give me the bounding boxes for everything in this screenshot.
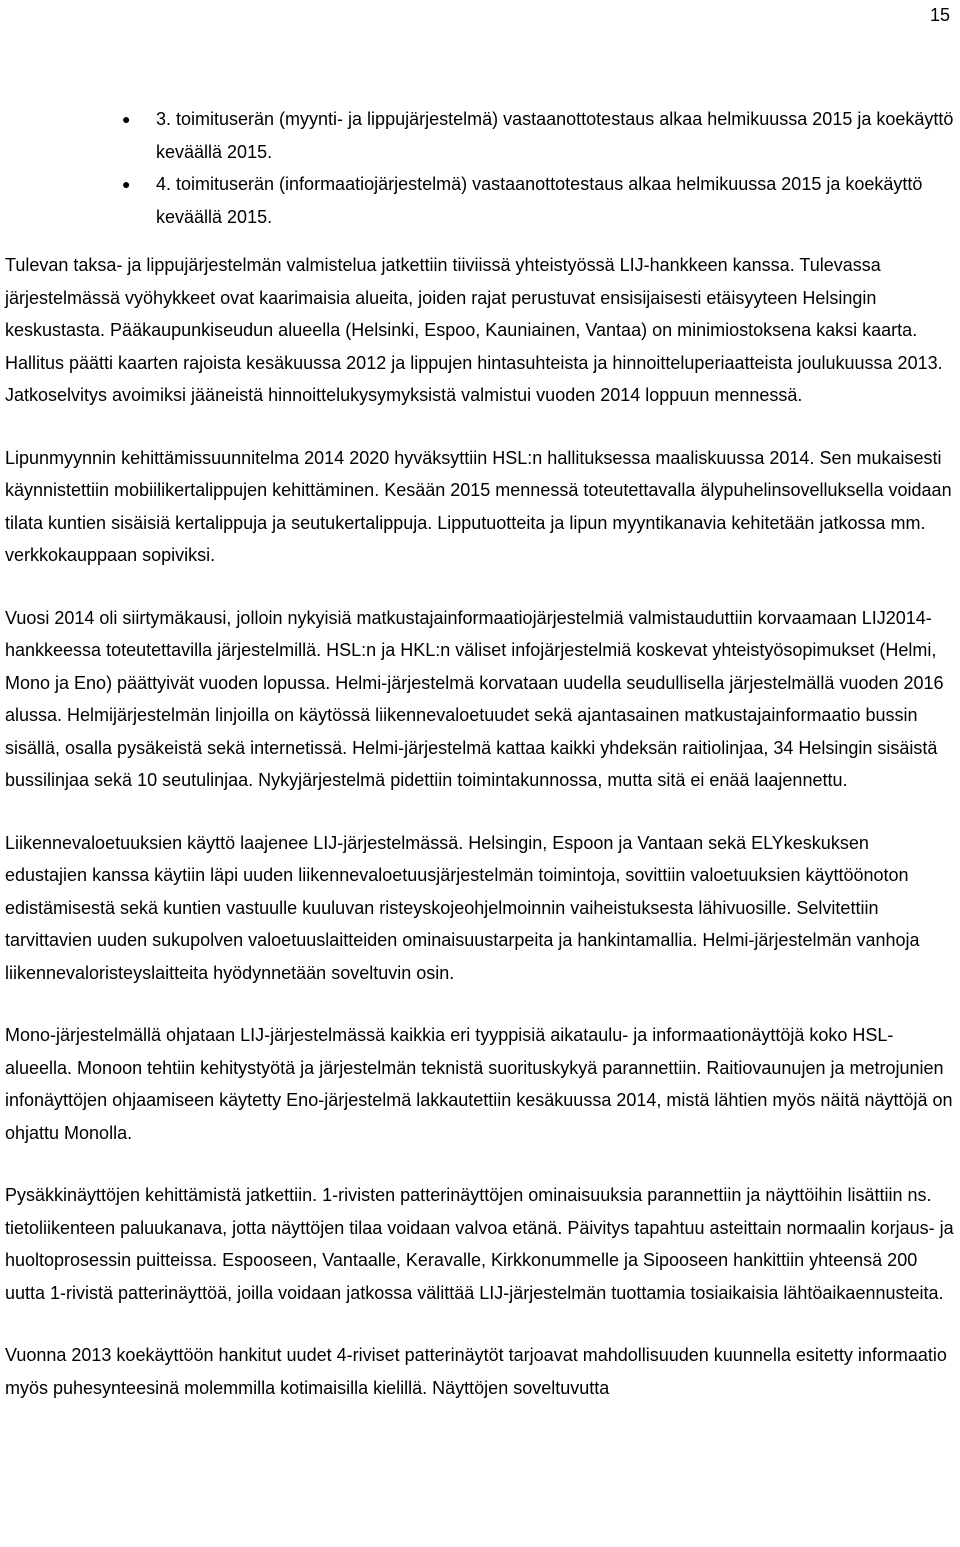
list-item-text: 3. toimituserän (myynti- ja lippujärjestelmä) vastaanottotestaus alkaa helmikuussa 2015 ja koekäyttö keväällä 2015.	[156, 109, 954, 162]
document-body	[5, 103, 955, 1404]
bullet-list	[5, 103, 955, 233]
bullet-icon: ●	[122, 176, 131, 192]
bullet-icon: ●	[122, 111, 131, 127]
paragraph-ticket-sales-plan: Lipunmyynnin kehittämissuunnitelma 2014 2020 hyväksyttiin HSL:n hallituksessa maaliskuussa 2014. Sen mukaisesti käynnistettiin mobiilikertalippujen kehittäminen. Kesään 2015 mennessä toteutettavalla älypuhelinsovelluksella voidaan tilata kuntien sisäisiä kertalippuja ja seutukertalippuja. Lipputuotteita ja lipun myyntikanavia kehitetään jatkossa mm. verkkokauppaan sopiviksi.	[5, 447, 952, 565]
list-item	[122, 168, 955, 233]
paragraph-stop-displays: Pysäkkinäyttöjen kehittämistä jatkettiin. 1-rivisten patterinäyttöjen ominaisuuksia parannettiin ja näyttöihin lisättiin ns. tietoliikenteen paluukanava, jotta näyttöjen tilaa voidaan valvoa etänä. Päivitys tapahtuu asteittain normaalin korjaus- ja huoltoprosessin puitteissa. Espooseen, Vantaalle, Keravalle, Kirkkonummelle ja Sipooseen hankittiin yhteensä 200 uutta 1-rivistä patterinäyttöä, joilla voidaan jatkossa välittää LIJ-järjestelmän tuottamia tosiaikaisia lähtöaikaennusteita.	[5, 1185, 954, 1303]
paragraph-four-row-displays: Vuonna 2013 koekäyttöön hankitut uudet 4-riviset patterinäytöt tarjoavat mahdollisuuden kuunnella esitetty informaatio myös puhesynteesinä molemmilla kotimaisilla kielillä. Näyttöjen soveltuvutta	[5, 1345, 947, 1398]
paragraph-fare-system: Tulevan taksa- ja lippujärjestelmän valmistelua jatkettiin tiiviissä yhteistyössä LIJ-hankkeen kanssa. Tulevassa järjestelmässä vyöhykkeet ovat kaarimaisia alueita, joiden rajat perustuvat ensisijaisesti etäisyyteen Helsingin keskustasta. Pääkaupunkiseudun alueella (Helsinki, Espoo, Kauniainen, Vantaa) on minimiostoksena kaksi kaarta. Hallitus päätti kaarten rajoista kesäkuussa 2012 ja lippujen hintasuhteista ja hinnoitteluperiaatteista joulukuussa 2013. Jatkoselvitys avoimiksi jääneistä hinnoittelukysymyksistä valmistui vuoden 2014 loppuun mennessä.	[5, 255, 943, 405]
page-number: 15	[929, 5, 950, 25]
list-item	[122, 103, 955, 168]
list-item-text: 4. toimituserän (informaatiojärjestelmä) vastaanottotestaus alkaa helmikuussa 2015 ja koekäyttö keväällä 2015.	[156, 174, 923, 227]
paragraph-mono-system: Mono-järjestelmällä ohjataan LIJ-järjestelmässä kaikkia eri tyyppisiä aikataulu- ja informaationäyttöjä koko HSL-alueella. Monoon tehtiin kehitystyötä ja järjestelmän teknistä suorituskykyä parannettiin. Raitiovaunujen ja metrojunien infonäyttöjen ohjaamiseen käytetty Eno-järjestelmä lakkautettiin kesäkuussa 2014, mistä lähtien myös näitä näyttöjä on ohjattu Monolla.	[5, 1025, 953, 1143]
paragraph-information-systems: Vuosi 2014 oli siirtymäkausi, jolloin nykyisiä matkustajainformaatiojärjestelmiä valmistauduttiin korvaamaan LIJ2014-hankkeessa toteutettavilla järjestelmillä. HSL:n ja HKL:n väliset infojärjestelmiä koskevat yhteistyösopimukset (Helmi, Mono ja Eno) päättyivät vuoden lopussa. Helmi-järjestelmä korvataan uudella seudullisella järjestelmällä vuoden 2016 alussa. Helmijärjestelmän linjoilla on käytössä liikennevaloetuudet sekä ajantasainen matkustajainformaatio bussin sisällä, osalla pysäkeistä sekä internetissä. Helmi-järjestelmä kattaa kaikki yhdeksän raitiolinjaa, 34 Helsingin sisäistä bussilinjaa sekä 10 seutulinjaa. Nykyjärjestelmä pidettiin toimintakunnossa, mutta sitä ei enää laajennettu.	[5, 607, 944, 790]
paragraph-traffic-light-priority: Liikennevaloetuuksien käyttö laajenee LIJ-järjestelmässä. Helsingin, Espoon ja Vantaan sekä ELYkeskuksen edustajien kanssa käytiin läpi uuden liikennevaloetuusjärjestelmän toimintoja, sovittiin valoetuuksien käyttöönoton edistämisestä sekä kuntien vastuulle kuuluvan risteyskojeohjelmoinnin vaiheistuksesta lähivuosille. Selvitettiin tarvittavien uuden sukupolven valoetuuslaitteiden ominaisuustarpeita ja hankintamallia. Helmi-järjestelmän vanhoja liikennevaloristeyslaitteita hyödynnetään soveltuvin osin.	[5, 832, 920, 983]
